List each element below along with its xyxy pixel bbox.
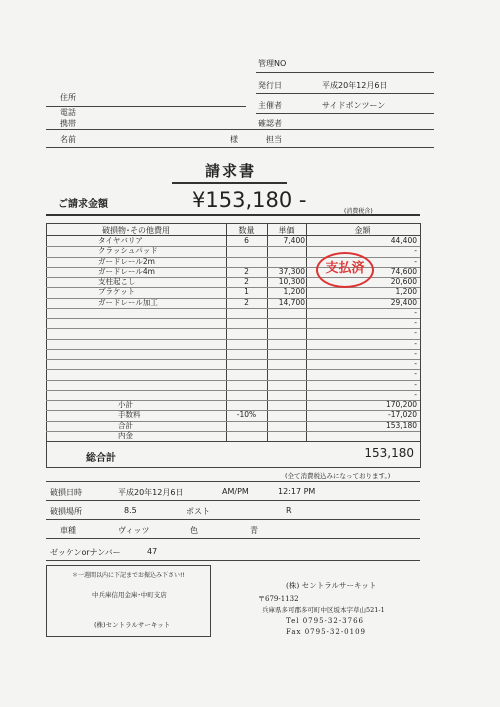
row-unit-price: 7,400 <box>283 236 305 245</box>
mobile-label: 携帯 <box>60 119 76 128</box>
table-row <box>46 421 420 431</box>
row-amount: - <box>414 369 417 379</box>
table-row <box>46 359 420 369</box>
car-label: 車種 <box>60 526 76 535</box>
amount-underline <box>46 214 420 216</box>
row-unit-price: 10,300 <box>278 277 305 286</box>
row-item-name: ブラケット <box>98 287 136 297</box>
row-qty: 2 <box>244 266 249 276</box>
grand-total-note: (全て消費税込みになっております。) <box>285 472 391 480</box>
amount-label: ご請求金額 <box>58 199 108 210</box>
row-item-name: 手数料 <box>118 410 141 420</box>
table-row <box>46 410 420 420</box>
organizer-label: 主催者 <box>258 101 282 110</box>
divider <box>46 129 434 130</box>
divider <box>46 106 246 107</box>
damage-date-value: 平成20年12月6日 <box>118 488 184 497</box>
color-label: 色 <box>190 526 198 535</box>
damage-place-label: 破損場所 <box>50 507 82 516</box>
divider <box>46 147 434 148</box>
row-amount: 20,600 <box>390 277 417 286</box>
table-row <box>46 298 420 308</box>
row-item-name: ガードレール2m <box>98 256 155 266</box>
row-amount: - <box>414 318 417 327</box>
row-amount: 153,180 <box>385 420 417 430</box>
company-address: 兵庫県多可郡多可町中区坂本字草山521-1 <box>262 606 385 614</box>
divider <box>46 560 420 561</box>
company-name: (株) セントラルサーキット <box>286 581 377 590</box>
phone-label: 電話 <box>60 108 76 117</box>
table-row <box>46 369 420 379</box>
divider <box>256 93 434 94</box>
table-row <box>46 390 420 400</box>
table-row <box>46 400 420 410</box>
table-row <box>46 318 420 328</box>
row-amount: - <box>414 256 417 266</box>
row-amount: - <box>414 338 417 348</box>
row-amount: 74,600 <box>390 266 417 276</box>
time-value: 12:17 PM <box>278 487 316 496</box>
divider <box>256 113 434 114</box>
table-row <box>46 380 420 390</box>
bank-name: 中兵庫信用金庫･中町支店 <box>92 591 167 599</box>
company-tel: Tel 0795-32-3766 <box>286 617 364 625</box>
confirmer-label: 確認者 <box>258 119 282 128</box>
row-amount: - <box>414 348 417 358</box>
header-qty: 数量 <box>238 226 255 235</box>
row-unit-price: 1,200 <box>283 287 305 297</box>
divider <box>46 481 420 482</box>
table-row <box>46 328 420 338</box>
company-fax: Fax 0795-32-0109 <box>286 628 366 636</box>
row-amount: -17,020 <box>388 410 417 420</box>
row-amount: - <box>414 389 417 399</box>
row-amount: - <box>414 246 417 256</box>
row-item-name: 内金 <box>118 430 133 440</box>
row-amount: - <box>414 307 417 317</box>
row-amount: 1,200 <box>395 287 417 297</box>
issue-date-label: 発行日 <box>258 81 282 90</box>
header-unit: 単価 <box>278 226 295 235</box>
post-value: R <box>286 506 292 515</box>
post-label: ポスト <box>186 507 210 516</box>
amount-value: ¥153,180 - <box>192 188 307 212</box>
row-amount: 44,400 <box>390 236 417 245</box>
table-row <box>46 431 420 441</box>
name-label: 名前 <box>60 135 76 144</box>
grand-total-value: 153,180 <box>364 446 414 460</box>
table-row <box>46 339 420 349</box>
row-qty: 1 <box>244 287 249 297</box>
row-amount: 170,200 <box>385 400 417 409</box>
row-unit-price: 37,300 <box>278 266 305 276</box>
row-item-name: クラッシュパッド <box>98 246 158 256</box>
table-row <box>46 287 420 297</box>
issue-date-value: 平成20年12月6日 <box>322 81 388 90</box>
divider <box>256 72 434 73</box>
table-row <box>46 308 420 318</box>
paid-stamp: 支払済 <box>316 252 374 288</box>
divider <box>46 538 420 539</box>
row-amount: - <box>414 359 417 368</box>
damage-date-label: 破損日時 <box>50 488 82 497</box>
title-underline <box>172 182 287 184</box>
row-item-name: 支柱起こし <box>98 277 136 286</box>
row-item-name: 合計 <box>118 420 133 430</box>
row-item-name: タイヤバリア <box>98 236 143 245</box>
table-row <box>46 236 420 246</box>
header-item: 破損物･その他費用 <box>102 226 170 235</box>
table-row <box>46 349 420 359</box>
car-value: ヴィッツ <box>118 526 150 535</box>
row-amount: - <box>414 379 417 389</box>
row-amount: 29,400 <box>390 297 417 307</box>
row-amount: - <box>414 328 417 338</box>
number-label: ゼッケンorナンバー <box>50 548 121 557</box>
row-item-name: ガードレール加工 <box>98 297 158 307</box>
row-qty: 2 <box>244 277 249 286</box>
company-postal: 〒679-1132 <box>258 595 299 603</box>
row-qty: 6 <box>244 236 249 245</box>
divider <box>46 519 420 520</box>
row-item-name: ガードレール4m <box>98 266 155 276</box>
ampm-label: AM/PM <box>222 487 249 496</box>
total-divider <box>46 441 420 442</box>
account-name: (株)セントラルサーキット <box>94 621 171 629</box>
number-value: 47 <box>147 547 158 556</box>
grand-total-label: 総合計 <box>86 453 116 464</box>
row-qty: -10% <box>236 410 257 420</box>
sama-label: 様 <box>230 135 238 144</box>
address-label: 住所 <box>60 93 76 102</box>
row-qty: 2 <box>244 297 249 307</box>
row-unit-price: 14,700 <box>278 297 305 307</box>
header-amount: 金額 <box>354 226 371 235</box>
organizer-value: サイドポンツーン <box>322 101 386 110</box>
tax-note: (消費税含) <box>344 208 373 215</box>
kanri-no-label: 管理NO <box>258 59 287 68</box>
document-title: 請求書 <box>205 162 257 180</box>
row-item-name: 小計 <box>118 400 133 409</box>
table-row <box>46 246 420 256</box>
damage-place-value: 8.5 <box>124 506 137 515</box>
tantou-label: 担当 <box>266 135 282 144</box>
bank-note: ＊一週間以内に下記までお振込み下さい!! <box>72 572 185 579</box>
divider <box>46 500 420 501</box>
color-value: 青 <box>250 526 258 535</box>
